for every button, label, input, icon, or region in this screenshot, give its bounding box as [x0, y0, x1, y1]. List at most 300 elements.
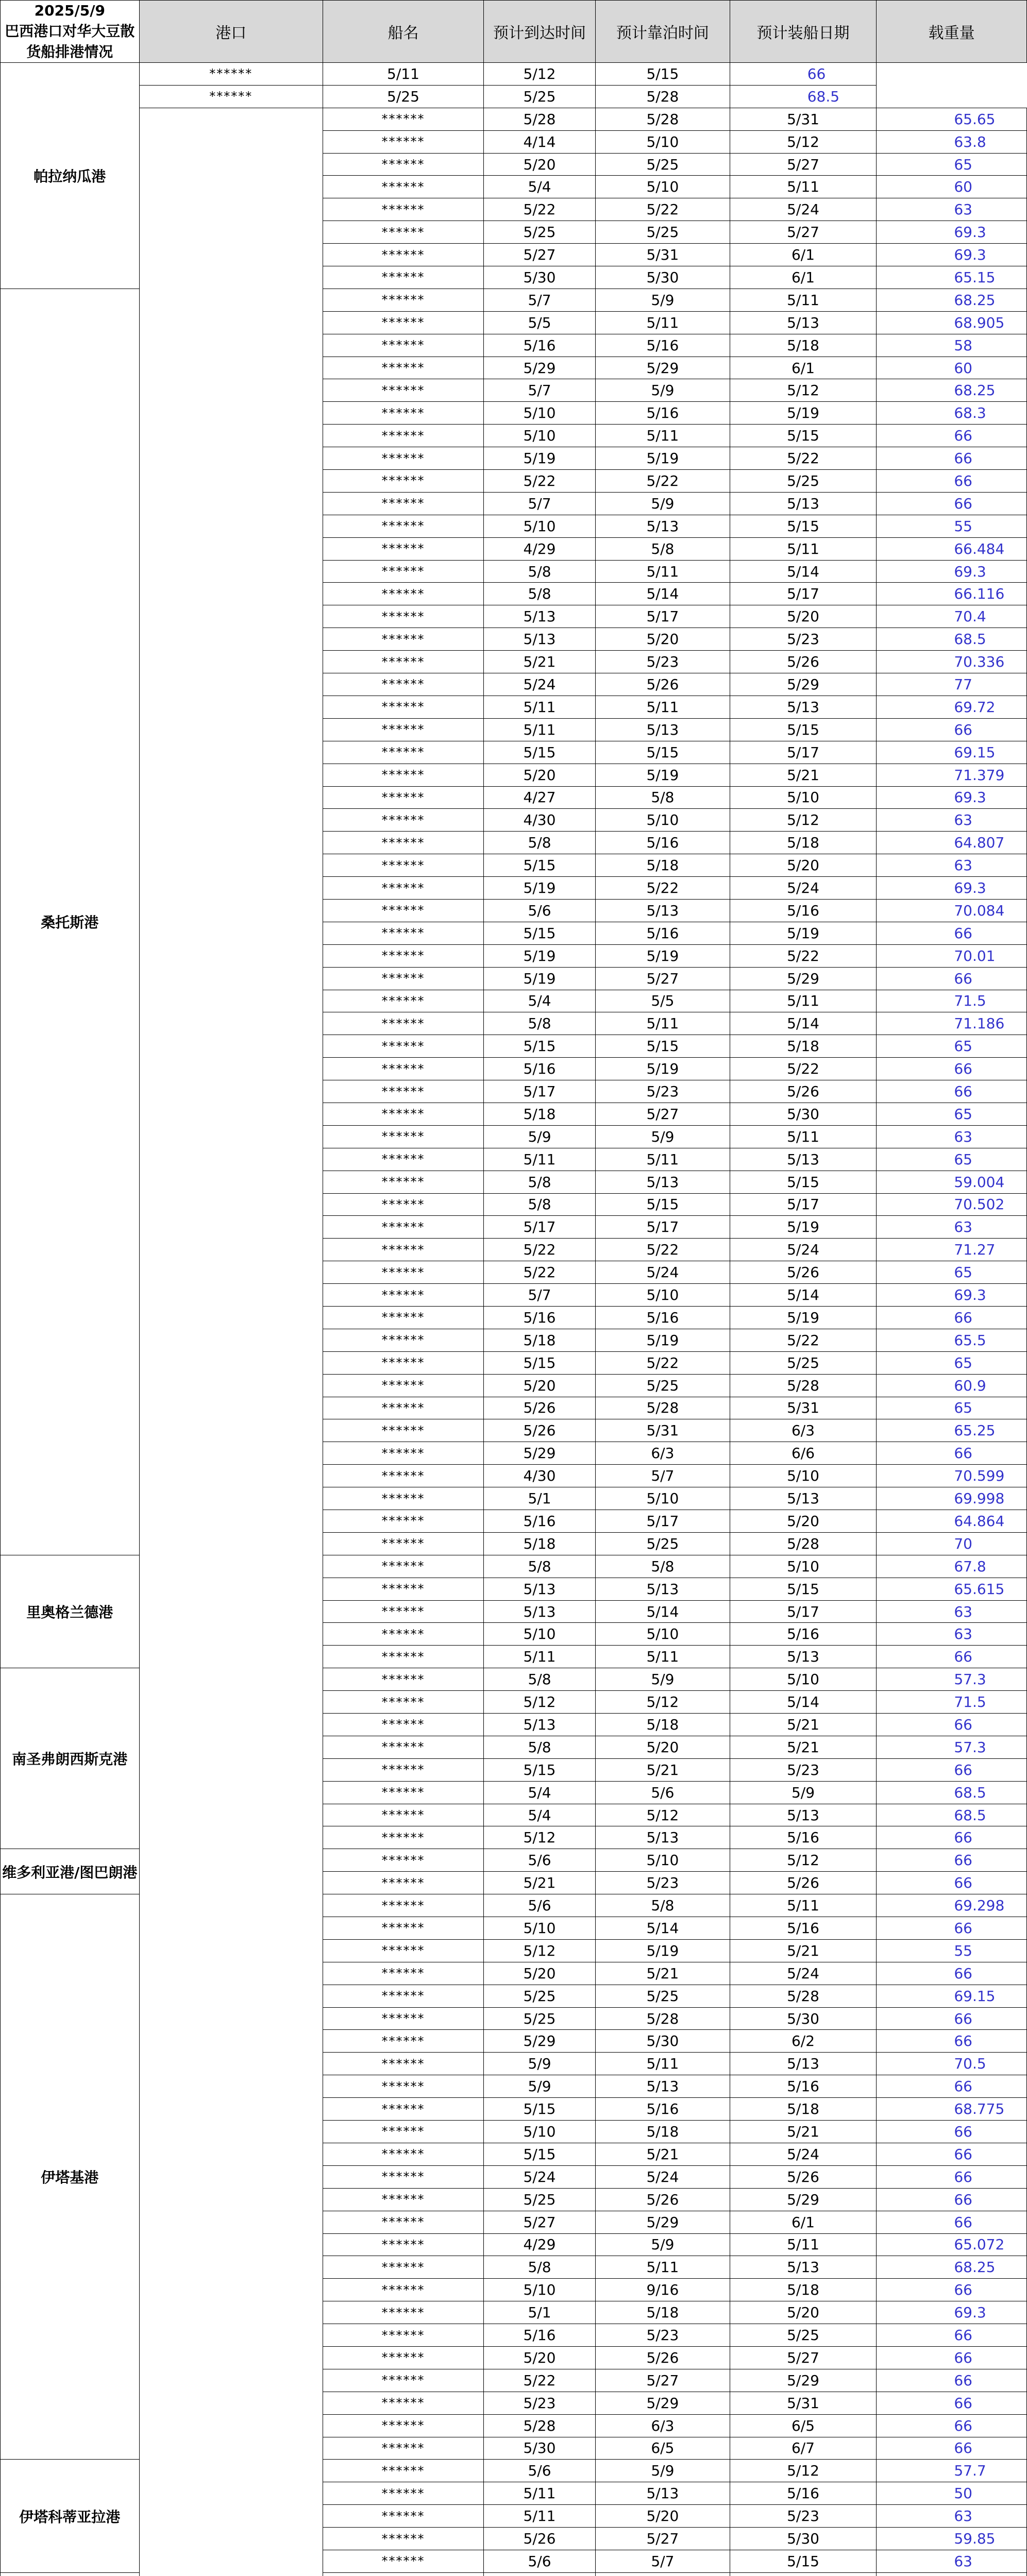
- berth-date: 5/15: [596, 741, 730, 764]
- volume-value: 68.25: [877, 2256, 1027, 2279]
- eta-date: 5/25: [483, 2188, 595, 2211]
- eta-date: [483, 2572, 595, 2576]
- ship-name: ******: [323, 1849, 483, 1872]
- berth-date: 5/23: [596, 1872, 730, 1894]
- ship-name: ******: [323, 1668, 483, 1691]
- berth-date: 5/19: [596, 1939, 730, 1962]
- ship-name: ******: [323, 1826, 483, 1849]
- ship-name: ******: [323, 176, 483, 198]
- berth-date: 5/18: [596, 2301, 730, 2324]
- load-date: 5/17: [730, 741, 877, 764]
- eta-date: 5/9: [483, 2053, 595, 2075]
- volume-value: 69.3: [877, 560, 1027, 583]
- load-date: 5/30: [730, 2007, 877, 2030]
- eta-date: 5/15: [483, 2098, 595, 2121]
- volume-value: 66: [877, 2030, 1027, 2053]
- volume-value: 66: [877, 1758, 1027, 1781]
- berth-date: 5/19: [596, 447, 730, 470]
- eta-date: 5/22: [483, 1239, 595, 1261]
- volume-value: 66: [877, 2075, 1027, 2098]
- ship-name: ******: [323, 899, 483, 922]
- volume-value: 66: [877, 2414, 1027, 2437]
- load-date: 5/26: [730, 1261, 877, 1284]
- ship-name: ******: [323, 2053, 483, 2075]
- load-date: 5/25: [730, 2324, 877, 2347]
- eta-date: 5/27: [483, 244, 595, 266]
- ship-name: ******: [323, 1781, 483, 1804]
- lineup-body: [1, 63, 1027, 2576]
- load-date: 5/15: [730, 718, 877, 741]
- volume-value: 70.4: [877, 605, 1027, 628]
- load-date: 5/28: [730, 1374, 877, 1397]
- volume-value: 69.15: [877, 741, 1027, 764]
- volume-value: 63: [877, 1216, 1027, 1239]
- load-date: 5/13: [730, 1804, 877, 1826]
- ship-name: ******: [139, 63, 323, 86]
- berth-date: 5/24: [596, 1261, 730, 1284]
- col-header-port: 港口: [139, 1, 323, 63]
- volume-value: 66: [877, 1646, 1027, 1668]
- load-date: 5/22: [730, 1058, 877, 1080]
- load-date: 6/6: [730, 1442, 877, 1465]
- berth-date: 5/13: [596, 899, 730, 922]
- eta-date: 5/18: [483, 1329, 595, 1351]
- load-date: 5/23: [730, 1758, 877, 1781]
- load-date: 5/15: [596, 63, 730, 86]
- eta-date: 5/24: [483, 673, 595, 696]
- volume-value: 68.5: [877, 1781, 1027, 1804]
- eta-date: 5/16: [483, 1510, 595, 1533]
- load-date: 5/11: [730, 1894, 877, 1917]
- ship-name: ******: [323, 2165, 483, 2188]
- berth-date: 5/23: [596, 651, 730, 673]
- berth-date: 5/7: [596, 1465, 730, 1487]
- load-date: 5/29: [730, 2369, 877, 2392]
- volume-value: 66: [877, 2143, 1027, 2165]
- ship-name: ******: [323, 311, 483, 334]
- ship-name: ******: [323, 1058, 483, 1080]
- volume-value: 65: [877, 1148, 1027, 1171]
- volume-value: 68.5: [877, 628, 1027, 651]
- eta-date: 5/29: [483, 1442, 595, 1465]
- eta-date: 5/6: [483, 2550, 595, 2572]
- ship-name: ******: [323, 108, 483, 130]
- volume-value: 60.9: [877, 1374, 1027, 1397]
- berth-date: 5/25: [596, 1985, 730, 2007]
- eta-date: 5/6: [483, 1849, 595, 1872]
- ship-name: ******: [323, 1103, 483, 1125]
- load-date: 5/16: [730, 2482, 877, 2505]
- berth-date: 5/28: [596, 1397, 730, 1419]
- load-date: 5/11: [730, 2233, 877, 2256]
- berth-date: 5/31: [596, 244, 730, 266]
- ship-name: ******: [323, 425, 483, 447]
- berth-date: 5/27: [596, 2369, 730, 2392]
- eta-date: 5/7: [483, 289, 595, 311]
- ship-name: ******: [323, 130, 483, 153]
- volume-value: 63: [877, 1623, 1027, 1646]
- load-date: 5/11: [730, 537, 877, 560]
- eta-date: 5/6: [483, 2460, 595, 2482]
- volume-value: 64.807: [877, 832, 1027, 854]
- berth-date: 5/11: [596, 696, 730, 718]
- ship-name: ******: [323, 266, 483, 289]
- load-date: 5/16: [730, 899, 877, 922]
- volume-value: 70: [877, 1532, 1027, 1555]
- berth-date: 5/21: [596, 1962, 730, 1985]
- volume-value: 68.5: [877, 1804, 1027, 1826]
- ship-name: ******: [323, 2075, 483, 2098]
- berth-date: 5/11: [596, 1012, 730, 1035]
- eta-date: 5/13: [483, 1600, 595, 1623]
- volume-value: 70.599: [877, 1465, 1027, 1487]
- eta-date: 5/10: [483, 2279, 595, 2301]
- berth-date: 5/13: [596, 1826, 730, 1849]
- volume-value: 66: [877, 967, 1027, 990]
- col-header-eta: 预计到达时间: [483, 1, 595, 63]
- eta-date: 5/11: [483, 718, 595, 741]
- ship-name: ******: [323, 2324, 483, 2347]
- load-date: 5/22: [730, 944, 877, 967]
- load-date: 5/10: [730, 1555, 877, 1578]
- load-date: 5/13: [730, 1487, 877, 1510]
- volume-value: 68.3: [877, 402, 1027, 425]
- load-date: 5/13: [730, 1646, 877, 1668]
- berth-date: 5/13: [596, 515, 730, 537]
- load-date: 5/23: [730, 2505, 877, 2528]
- volume-value: 68.775: [877, 2098, 1027, 2121]
- load-date: 6/1: [730, 357, 877, 379]
- eta-date: 5/20: [483, 2346, 595, 2369]
- ship-name: ******: [323, 492, 483, 515]
- load-date: 5/11: [730, 289, 877, 311]
- berth-date: 5/9: [596, 1125, 730, 1148]
- volume-value: 66: [877, 1080, 1027, 1103]
- eta-date: 5/12: [483, 1826, 595, 1849]
- port-name: 桑托斯港: [1, 289, 140, 1555]
- load-date: 5/19: [730, 1306, 877, 1329]
- load-date: 5/19: [730, 922, 877, 944]
- eta-date: 5/18: [483, 1532, 595, 1555]
- load-date: 5/16: [730, 2075, 877, 2098]
- berth-date: 5/11: [596, 1148, 730, 1171]
- berth-date: 5/9: [596, 2460, 730, 2482]
- ship-name: ******: [323, 357, 483, 379]
- ship-name: ******: [323, 673, 483, 696]
- berth-date: 5/30: [596, 2030, 730, 2053]
- volume-value: 66: [877, 447, 1027, 470]
- ship-name: ******: [323, 696, 483, 718]
- table-row: [1, 85, 1027, 108]
- eta-date: 5/8: [483, 1668, 595, 1691]
- port-name: 伊塔基港: [1, 1894, 140, 2460]
- col-header-volume: 载重量: [877, 1, 1027, 63]
- volume-value: 60: [877, 357, 1027, 379]
- eta-date: 5/15: [483, 1758, 595, 1781]
- volume-value: 69.3: [877, 877, 1027, 900]
- ship-name: ******: [323, 990, 483, 1012]
- eta-date: 5/13: [483, 1714, 595, 1736]
- load-date: 5/22: [730, 1329, 877, 1351]
- volume-value: 59.004: [877, 1171, 1027, 1193]
- volume-value: 70.5: [877, 2053, 1027, 2075]
- eta-date: 5/1: [483, 2301, 595, 2324]
- ship-name: ******: [323, 1555, 483, 1578]
- eta-date: 5/21: [483, 1872, 595, 1894]
- eta-date: 5/15: [483, 922, 595, 944]
- load-date: 6/1: [730, 244, 877, 266]
- eta-date: 5/8: [483, 2256, 595, 2279]
- load-date: 5/13: [730, 1148, 877, 1171]
- volume-value: 57.7: [877, 2460, 1027, 2482]
- berth-date: 5/25: [596, 1374, 730, 1397]
- ship-name: ******: [323, 2301, 483, 2324]
- load-date: 5/13: [730, 311, 877, 334]
- eta-date: 5/13: [483, 1578, 595, 1600]
- ship-name: ******: [323, 2098, 483, 2121]
- ship-name: ******: [323, 1442, 483, 1465]
- ship-name: ******: [323, 2121, 483, 2143]
- eta-date: 5/12: [483, 1691, 595, 1714]
- volume-value: 63: [877, 854, 1027, 877]
- ship-name: ******: [139, 85, 323, 108]
- load-date: 5/15: [730, 2550, 877, 2572]
- ship-name: ******: [323, 1035, 483, 1058]
- volume-value: 66: [877, 1962, 1027, 1985]
- volume-value: 66: [877, 2346, 1027, 2369]
- load-date: 5/16: [730, 1623, 877, 1646]
- volume-value: 66: [877, 1306, 1027, 1329]
- eta-date: 5/20: [483, 764, 595, 786]
- berth-date: 5/14: [596, 583, 730, 605]
- berth-date: 5/14: [596, 1917, 730, 1940]
- volume-value: 66: [877, 1442, 1027, 1465]
- volume-value: 65.65: [877, 108, 1027, 130]
- ship-name: ******: [323, 1736, 483, 1758]
- port-name: 伊塔科蒂亚拉港: [1, 2460, 140, 2572]
- berth-date: 5/31: [596, 1419, 730, 1442]
- ship-name: ******: [323, 2414, 483, 2437]
- eta-date: 5/16: [483, 1306, 595, 1329]
- ship-name: ******: [323, 741, 483, 764]
- ship-name: ******: [323, 1148, 483, 1171]
- eta-date: 5/28: [483, 108, 595, 130]
- berth-date: 5/21: [596, 1758, 730, 1781]
- load-date: 5/27: [730, 2346, 877, 2369]
- volume-value: 69.3: [877, 221, 1027, 244]
- ship-name: ******: [323, 1193, 483, 1216]
- ship-name: ******: [323, 1691, 483, 1714]
- port-name: [1, 2572, 140, 2576]
- ship-name: ******: [323, 1532, 483, 1555]
- berth-date: 5/19: [596, 1058, 730, 1080]
- load-date: 5/24: [730, 877, 877, 900]
- berth-date: 5/18: [596, 2121, 730, 2143]
- berth-date: 5/16: [596, 402, 730, 425]
- ship-name: ******: [323, 2460, 483, 2482]
- load-date: 6/1: [730, 2211, 877, 2233]
- volume-value: 63: [877, 1600, 1027, 1623]
- eta-date: 5/30: [483, 266, 595, 289]
- load-date: [730, 2572, 877, 2576]
- ship-name: ******: [323, 1917, 483, 1940]
- berth-date: 5/23: [596, 2324, 730, 2347]
- eta-date: 5/21: [483, 651, 595, 673]
- ship-name: ******: [323, 2505, 483, 2528]
- berth-date: 5/29: [596, 357, 730, 379]
- eta-date: 5/25: [483, 2007, 595, 2030]
- load-date: 5/13: [730, 2053, 877, 2075]
- eta-date: 5/1: [483, 1487, 595, 1510]
- eta-date: 5/25: [483, 1985, 595, 2007]
- ship-name: ******: [323, 244, 483, 266]
- volume-value: 65.15: [877, 266, 1027, 289]
- eta-date: 5/8: [483, 1171, 595, 1193]
- volume-value: 65: [877, 1397, 1027, 1419]
- berth-date: 5/25: [483, 85, 595, 108]
- berth-date: 5/20: [596, 628, 730, 651]
- volume-value: 66: [877, 2007, 1027, 2030]
- eta-date: 5/22: [483, 198, 595, 221]
- volume-value: 66: [877, 1849, 1027, 1872]
- eta-date: 5/9: [483, 2075, 595, 2098]
- berth-date: [596, 2572, 730, 2576]
- ship-name: ******: [323, 1578, 483, 1600]
- eta-date: 5/16: [483, 2324, 595, 2347]
- port-name: 南圣弗朗西斯克港: [1, 1668, 140, 1849]
- berth-date: 5/11: [596, 2053, 730, 2075]
- left-margin: [139, 108, 323, 2576]
- volume-value: 59.85: [877, 2528, 1027, 2550]
- load-date: 5/13: [730, 2256, 877, 2279]
- eta-date: 5/24: [483, 2165, 595, 2188]
- volume-value: 66: [877, 2279, 1027, 2301]
- eta-date: 5/23: [483, 2392, 595, 2414]
- eta-date: 5/10: [483, 515, 595, 537]
- load-date: 5/22: [730, 447, 877, 470]
- eta-date: 5/9: [483, 1125, 595, 1148]
- berth-date: 6/3: [596, 1442, 730, 1465]
- ship-name: ******: [323, 786, 483, 809]
- berth-date: 5/11: [596, 560, 730, 583]
- berth-date: 5/21: [596, 2143, 730, 2165]
- load-date: 5/18: [730, 2279, 877, 2301]
- eta-date: 5/6: [483, 899, 595, 922]
- load-date: 5/21: [730, 764, 877, 786]
- eta-date: 5/8: [483, 1193, 595, 1216]
- ship-name: ******: [323, 1284, 483, 1307]
- volume-value: 71.5: [877, 990, 1027, 1012]
- eta-date: 5/13: [483, 605, 595, 628]
- eta-date: 5/26: [483, 1419, 595, 1442]
- ship-name: ******: [323, 1419, 483, 1442]
- berth-date: 5/27: [596, 1103, 730, 1125]
- ship-name: ******: [323, 967, 483, 990]
- berth-date: 5/8: [596, 537, 730, 560]
- volume-value: 69.3: [877, 244, 1027, 266]
- eta-date: 5/8: [483, 832, 595, 854]
- load-date: 5/28: [730, 1985, 877, 2007]
- volume-value: 69.3: [877, 1284, 1027, 1307]
- volume-value: 66: [730, 63, 877, 86]
- eta-date: 5/25: [323, 85, 483, 108]
- report-title: 巴西港口对华大豆散货船排港情况: [5, 23, 135, 60]
- volume-value: 66: [877, 2324, 1027, 2347]
- load-date: 5/12: [730, 2460, 877, 2482]
- berth-date: 5/18: [596, 854, 730, 877]
- table-row: [1, 63, 1027, 86]
- ship-name: ******: [323, 2528, 483, 2550]
- load-date: 5/18: [730, 832, 877, 854]
- eta-date: 5/8: [483, 1736, 595, 1758]
- eta-date: 5/30: [483, 2437, 595, 2460]
- eta-date: 5/17: [483, 1080, 595, 1103]
- load-date: 5/12: [730, 1849, 877, 1872]
- eta-date: 4/14: [483, 130, 595, 153]
- load-date: 5/31: [730, 2392, 877, 2414]
- berth-date: 5/20: [596, 2505, 730, 2528]
- volume-value: 66: [877, 2211, 1027, 2233]
- volume-value: 68.905: [877, 311, 1027, 334]
- eta-date: 5/16: [483, 334, 595, 357]
- volume-value: 66: [877, 1058, 1027, 1080]
- col-header-berth: 预计靠泊时间: [596, 1, 730, 63]
- eta-date: 5/16: [483, 1058, 595, 1080]
- header-row: [1, 1, 1027, 63]
- berth-date: 5/26: [596, 673, 730, 696]
- volume-value: 65: [877, 1261, 1027, 1284]
- load-date: 5/15: [730, 515, 877, 537]
- volume-value: 57.3: [877, 1736, 1027, 1758]
- eta-date: 5/11: [483, 1148, 595, 1171]
- volume-value: 65: [877, 1035, 1027, 1058]
- berth-date: 5/9: [596, 2233, 730, 2256]
- eta-date: 5/28: [483, 2414, 595, 2437]
- berth-date: 5/12: [596, 1804, 730, 1826]
- volume-value: 63: [877, 1125, 1027, 1148]
- volume-value: 66: [877, 2369, 1027, 2392]
- load-date: 5/26: [730, 2165, 877, 2188]
- load-date: 5/19: [730, 1216, 877, 1239]
- berth-date: 5/6: [596, 1781, 730, 1804]
- volume-value: 69.3: [877, 2301, 1027, 2324]
- ship-name: ******: [323, 583, 483, 605]
- berth-date: 5/16: [596, 334, 730, 357]
- volume-value: 63: [877, 2505, 1027, 2528]
- berth-date: 5/19: [596, 764, 730, 786]
- berth-date: 5/9: [596, 1668, 730, 1691]
- berth-date: 5/16: [596, 832, 730, 854]
- ship-name: ******: [323, 2482, 483, 2505]
- load-date: 5/27: [730, 153, 877, 176]
- berth-date: 5/22: [596, 1351, 730, 1374]
- load-date: 5/9: [730, 1781, 877, 1804]
- ship-name: ******: [323, 764, 483, 786]
- berth-date: 5/7: [596, 2550, 730, 2572]
- volume-value: 71.5: [877, 1691, 1027, 1714]
- eta-date: 5/13: [483, 628, 595, 651]
- load-date: 5/14: [730, 560, 877, 583]
- eta-date: 5/6: [483, 1894, 595, 1917]
- load-date: 5/30: [730, 1103, 877, 1125]
- ship-name: ******: [323, 2550, 483, 2572]
- load-date: 5/13: [730, 492, 877, 515]
- load-date: 5/15: [730, 1171, 877, 1193]
- load-date: 5/12: [730, 809, 877, 832]
- ship-name: ******: [323, 922, 483, 944]
- volume-value: 71.379: [877, 764, 1027, 786]
- eta-date: 5/10: [483, 425, 595, 447]
